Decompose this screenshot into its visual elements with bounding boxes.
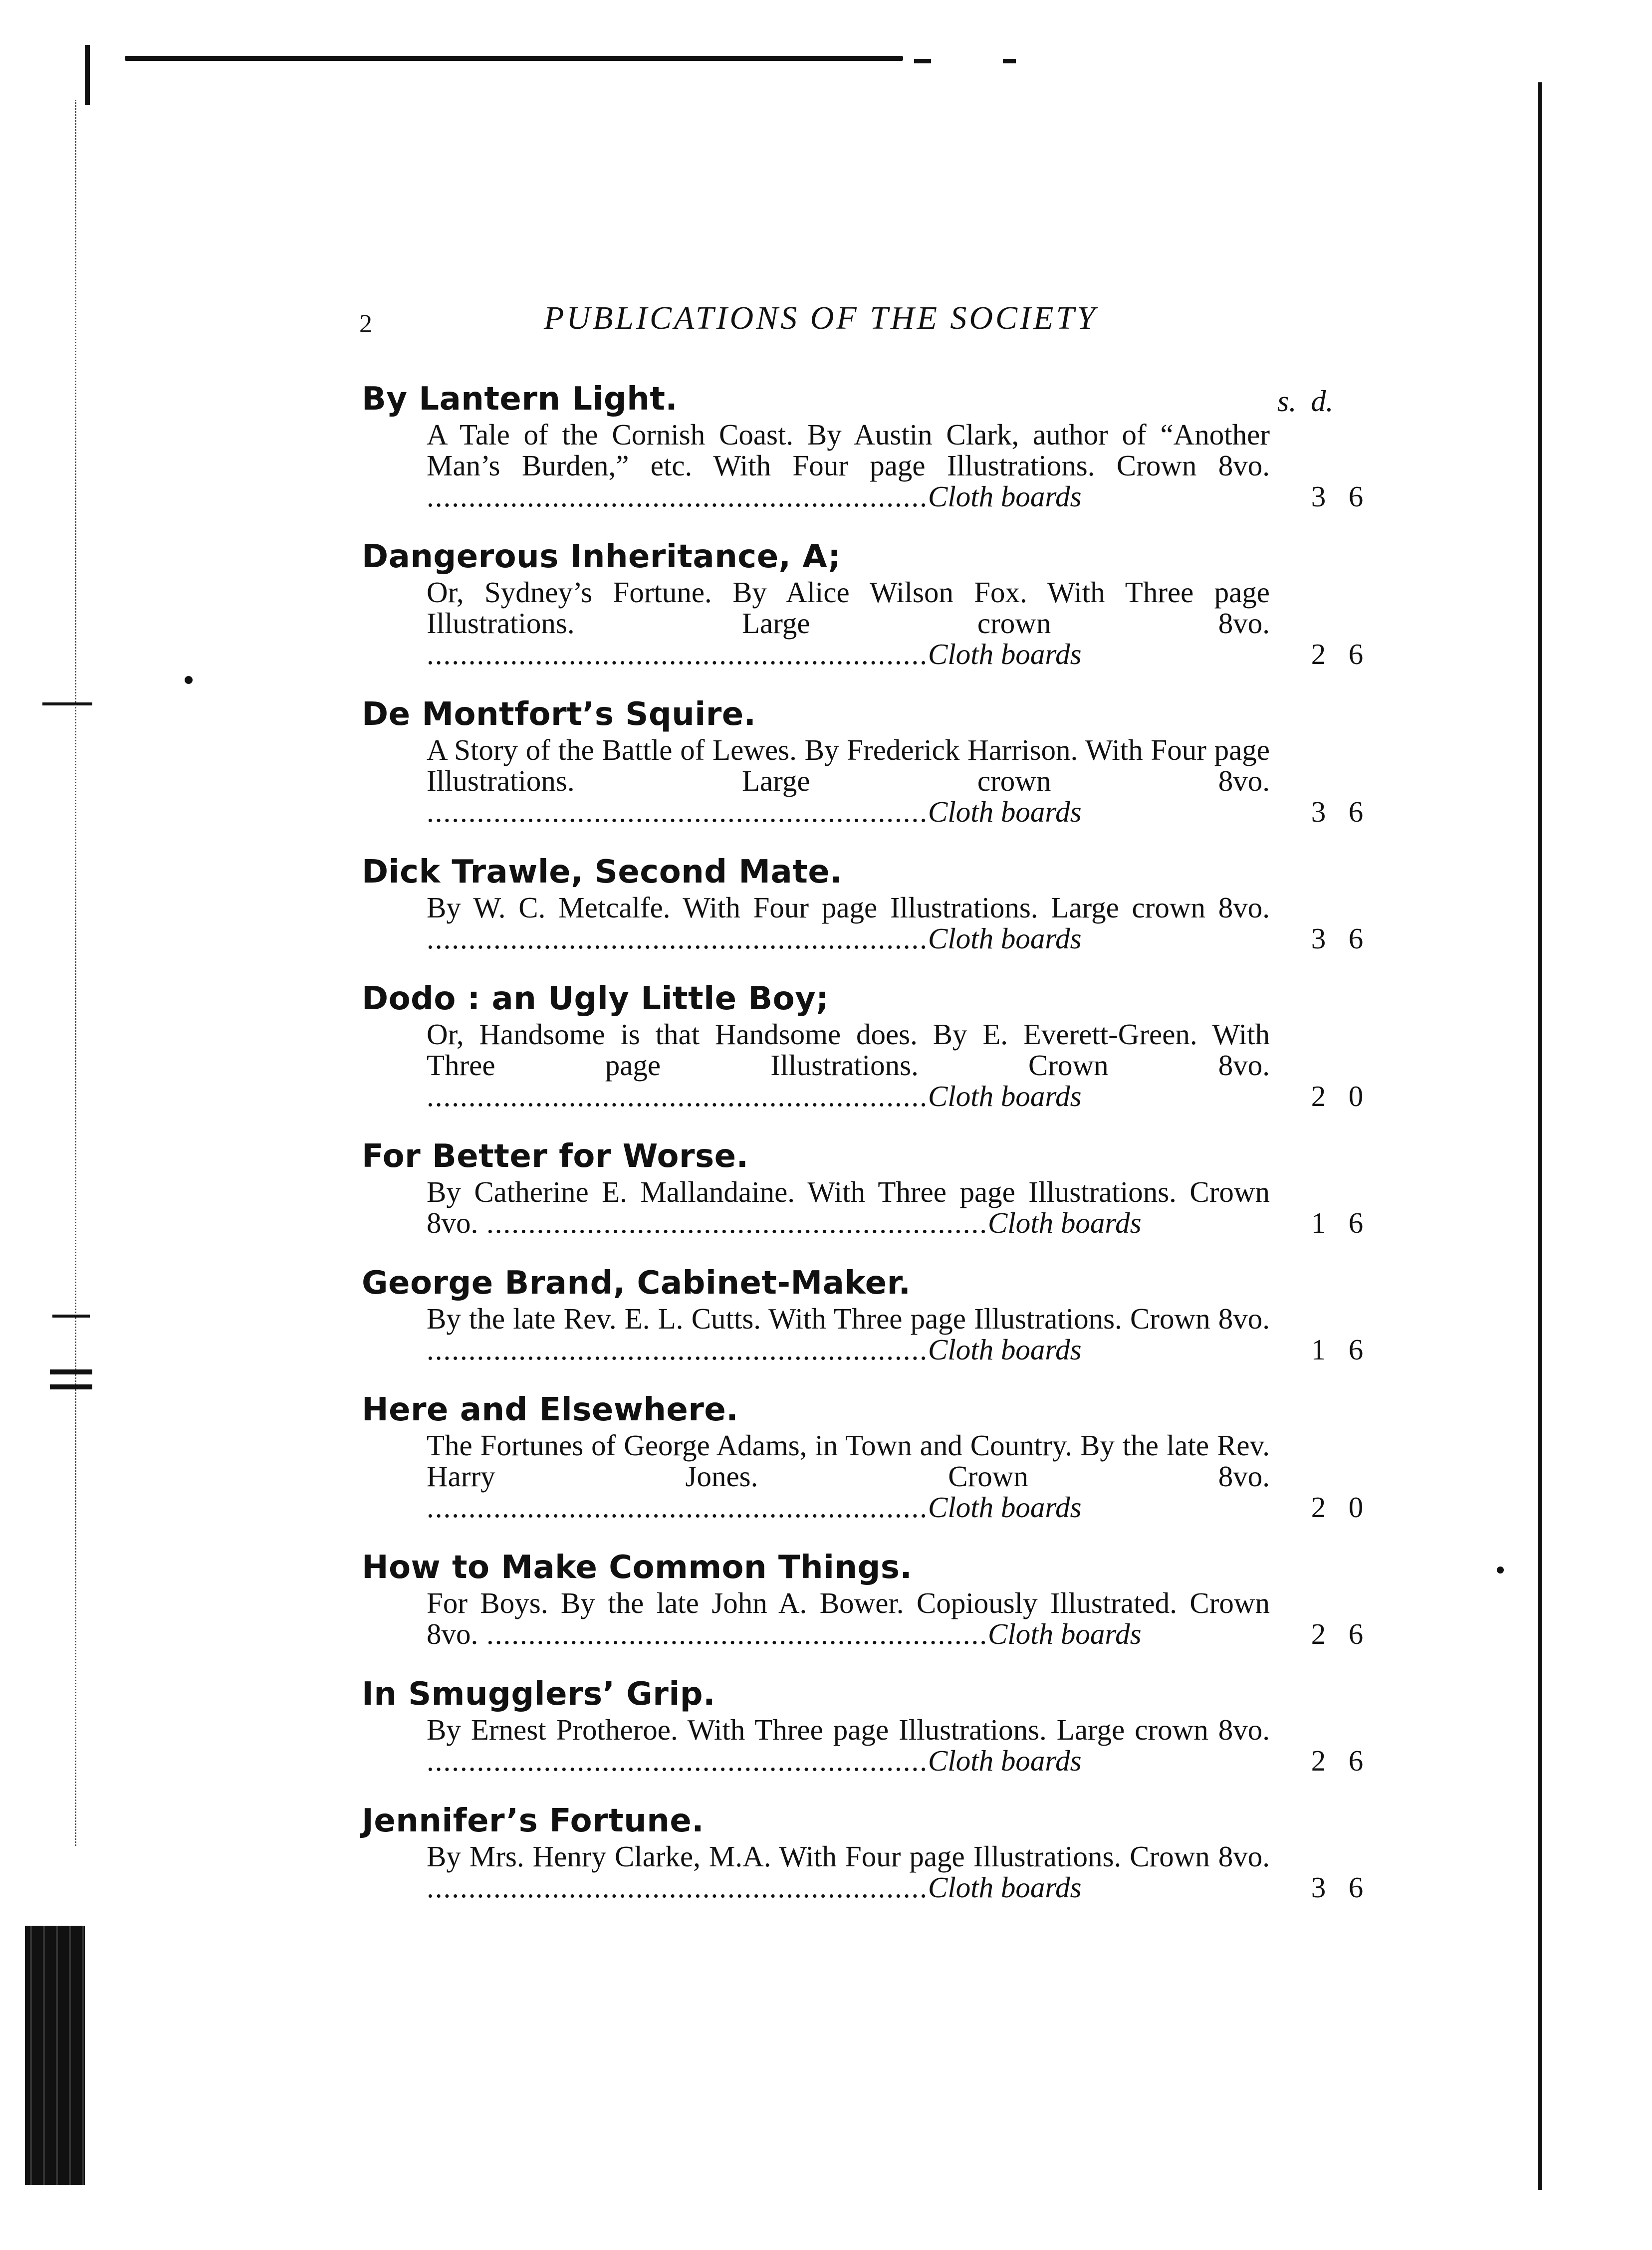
book-title: De Montfort’s Squire. xyxy=(362,696,756,733)
book-description-block xyxy=(427,1175,1364,1239)
book-description: Or, Handsome is that Handsome does. By E. Everett-Green. With Three page Illustrations. Crown 8vo. xyxy=(427,1018,1270,1082)
price-shillings: 2 xyxy=(1311,1744,1326,1777)
book-binding: Cloth boards xyxy=(928,1744,1082,1777)
scan-left-speckle xyxy=(75,100,106,1846)
price-shillings: 3 xyxy=(1311,1871,1326,1904)
catalogue-entry xyxy=(362,1674,1365,1776)
catalogue-entry xyxy=(362,1390,1365,1523)
catalogue-entry xyxy=(362,694,1365,827)
book-price xyxy=(1300,639,1375,670)
scan-right-edge xyxy=(1538,82,1542,2190)
dot-leader: ............................................................ xyxy=(427,922,928,955)
book-description: By the late Rev. E. L. Cutts. With Three page Illustrations. Crown 8vo. xyxy=(427,1302,1270,1335)
price-pence: 6 xyxy=(1348,1617,1364,1650)
scan-left-mark xyxy=(50,1369,92,1374)
scan-left-bar xyxy=(25,1926,85,2185)
book-description-block xyxy=(427,576,1364,671)
scan-top-dash xyxy=(1003,59,1016,63)
price-pence: 0 xyxy=(1348,1080,1364,1113)
book-description-block xyxy=(427,1429,1364,1524)
price-pence: 6 xyxy=(1348,795,1364,828)
book-binding: Cloth boards xyxy=(928,795,1082,828)
book-description: A Tale of the Cornish Coast. By Austin Clark, author of “Another Man’s Burden,” etc. With Four page Illustrations. Crown 8vo. xyxy=(427,418,1270,482)
book-price xyxy=(1300,1618,1375,1649)
catalogue-entry xyxy=(362,852,1365,954)
dot-leader: ............................................................ xyxy=(427,638,928,671)
price-shillings: 2 xyxy=(1311,638,1326,671)
catalogue-entry xyxy=(362,1801,1365,1903)
price-pence: 6 xyxy=(1348,1871,1364,1904)
price-pence: 6 xyxy=(1348,1333,1364,1366)
book-price xyxy=(1300,1872,1375,1903)
book-binding: Cloth boards xyxy=(928,1080,1082,1113)
book-title: Jennifer’s Fortune. xyxy=(362,1802,705,1839)
book-title: Dodo : an Ugly Little Boy; xyxy=(362,980,829,1017)
dot-leader: ............................................................ xyxy=(427,480,928,513)
dot-leader: ............................................................ xyxy=(478,1206,988,1239)
scan-top-rule xyxy=(125,56,903,61)
book-title: How to Make Common Things. xyxy=(362,1549,913,1586)
book-price xyxy=(1300,1334,1375,1365)
running-title: PUBLICATIONS OF THE SOCIETY xyxy=(544,300,1098,336)
book-description-block xyxy=(427,1018,1364,1113)
book-binding: Cloth boards xyxy=(988,1617,1142,1650)
dot-leader: ............................................................ xyxy=(427,1333,928,1366)
book-description-block xyxy=(427,733,1364,828)
price-pence: 6 xyxy=(1348,1206,1364,1239)
catalogue-entry xyxy=(362,379,1365,512)
scan-stray-dot xyxy=(1497,1567,1504,1574)
book-price xyxy=(1300,1745,1375,1776)
book-description: The Fortunes of George Adams, in Town and Country. By the late Rev. Harry Jones. Crown 8vo. xyxy=(427,1429,1270,1493)
book-price xyxy=(1300,1492,1375,1523)
price-shillings: 2 xyxy=(1311,1080,1326,1113)
book-binding: Cloth boards xyxy=(928,922,1082,955)
book-title: George Brand, Cabinet-Maker. xyxy=(362,1265,911,1302)
page-number: 2 xyxy=(359,310,372,338)
book-description: Or, Sydney’s Fortune. By Alice Wilson Fox. With Three page Illustrations. Large crown 8vo. xyxy=(427,576,1270,640)
catalogue-entry xyxy=(362,979,1365,1112)
price-shillings: 3 xyxy=(1311,922,1326,955)
price-shillings: 3 xyxy=(1311,480,1326,513)
price-shillings: 1 xyxy=(1311,1333,1326,1366)
catalogue-entry xyxy=(362,1263,1365,1365)
book-binding: Cloth boards xyxy=(928,1333,1082,1366)
book-title: In Smugglers’ Grip. xyxy=(362,1676,715,1713)
book-title: For Better for Worse. xyxy=(362,1138,749,1175)
book-binding: Cloth boards xyxy=(928,1871,1082,1904)
book-description: A Story of the Battle of Lewes. By Frederick Harrison. With Four page Illustrations. Large crown 8vo. xyxy=(427,733,1270,797)
book-price xyxy=(1300,1207,1375,1238)
book-title: Here and Elsewhere. xyxy=(362,1391,739,1428)
price-pence: 6 xyxy=(1348,1744,1364,1777)
book-binding: Cloth boards xyxy=(988,1206,1142,1239)
book-description: By Mrs. Henry Clarke, M.A. With Four page Illustrations. Crown 8vo. xyxy=(427,1840,1270,1873)
scan-left-mark xyxy=(50,1384,92,1389)
catalogue-entry xyxy=(362,1136,1365,1238)
price-pence: 0 xyxy=(1348,1491,1364,1524)
book-description-block xyxy=(427,891,1364,955)
page-header xyxy=(359,299,1387,344)
book-price xyxy=(1300,481,1375,512)
book-description: By Catherine E. Mallandaine. With Three page Illustrations. Crown 8vo. xyxy=(427,1175,1270,1239)
book-description: By Ernest Protheroe. With Three page Illustrations. Large crown 8vo. xyxy=(427,1713,1270,1746)
book-binding: Cloth boards xyxy=(928,638,1082,671)
book-description-block xyxy=(427,1840,1364,1904)
book-description-block xyxy=(427,1586,1364,1650)
book-price xyxy=(1300,923,1375,954)
book-description: By W. C. Metcalfe. With Four page Illustrations. Large crown 8vo. xyxy=(427,891,1270,924)
price-shillings: 2 xyxy=(1311,1617,1326,1650)
currency-header: s. d. xyxy=(1277,385,1334,418)
book-description-block xyxy=(427,418,1364,513)
price-pence: 6 xyxy=(1348,922,1364,955)
scan-top-dash xyxy=(914,59,931,63)
price-shillings: 3 xyxy=(1311,795,1326,828)
catalogue-list xyxy=(362,379,1365,1928)
book-binding: Cloth boards xyxy=(928,1491,1082,1524)
scan-left-mark xyxy=(42,702,92,705)
price-shillings: 1 xyxy=(1311,1206,1326,1239)
dot-leader: ............................................................ xyxy=(427,1491,928,1524)
book-title: Dick Trawle, Second Mate. xyxy=(362,854,843,891)
book-title: Dangerous Inheritance, A; xyxy=(362,538,841,575)
price-pence: 6 xyxy=(1348,480,1364,513)
catalogue-entry xyxy=(362,537,1365,670)
book-description: For Boys. By the late John A. Bower. Copiously Illustrated. Crown 8vo. xyxy=(427,1586,1270,1650)
catalogue-entry xyxy=(362,1548,1365,1649)
price-pence: 6 xyxy=(1348,638,1364,671)
dot-leader: ............................................................ xyxy=(427,1080,928,1113)
dot-leader: ............................................................ xyxy=(427,795,928,828)
book-price xyxy=(1300,1081,1375,1112)
book-binding: Cloth boards xyxy=(928,480,1082,513)
price-shillings: 2 xyxy=(1311,1491,1326,1524)
book-price xyxy=(1300,796,1375,827)
book-description-block xyxy=(427,1713,1364,1777)
scan-left-edge xyxy=(85,45,90,105)
dot-leader: ............................................................ xyxy=(478,1617,988,1650)
scan-left-mark xyxy=(52,1315,90,1318)
book-description-block xyxy=(427,1302,1364,1366)
dot-leader: ............................................................ xyxy=(427,1744,928,1777)
scan-stray-dot xyxy=(185,676,193,684)
book-title: By Lantern Light. xyxy=(362,381,678,418)
dot-leader: ............................................................ xyxy=(427,1871,928,1904)
